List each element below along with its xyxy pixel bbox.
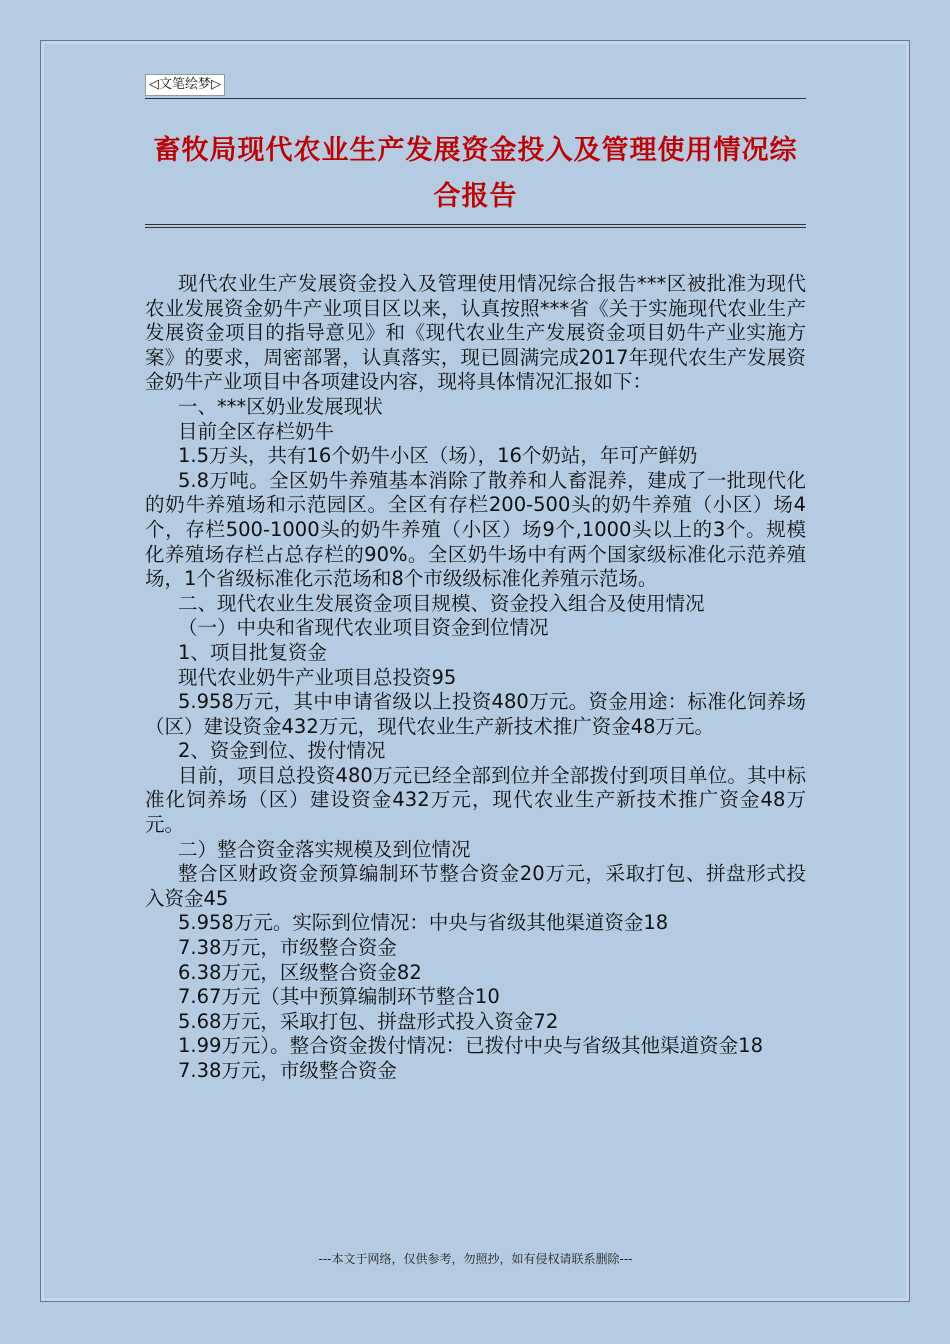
body-paragraph: 5.8万吨。全区奶牛养殖基本消除了散养和人畜混养，建成了一批现代化的奶牛养殖场和示范园区。全区有存栏200-500头的奶牛养殖（小区）场4个，存栏500-1000头的奶牛养殖（小区）场9个,1000头以上的3个。规模化养殖场存栏占总存栏的90%。全区奶牛场中有两个国家级标准化示范养殖场，1个省级标准化示范场和8个市级级标准化养殖示范场。 [145,468,806,591]
body-paragraph: 现代农业奶牛产业项目总投资95 [178,665,457,689]
header-tag: ◁文笔绘梦▷ [145,74,225,96]
body-paragraph: 二）整合资金落实规模及到位情况 [178,837,471,861]
body-paragraph: 1.5万头，共有16个奶牛小区（场），16个奶站，年可产鲜奶 [178,444,698,468]
body-paragraph: 7.38万元，市级整合资金 [178,1059,397,1082]
body-paragraph: 目前全区存栏奶牛 [178,419,335,443]
body-paragraph: 5.958万元，其中申请省级以上投资480万元。资金用途：标准化饲养场（区）建设资金432万元，现代农业生产新技术推广资金48万元。 [145,690,806,738]
document-title: 畜牧局现代农业生产发展资金投入及管理使用情况综合报告 [153,135,798,212]
body-paragraph: 6.38万元，区级整合资金82 [178,960,422,984]
body-paragraph: 一、***区奶业发展现状 [178,394,383,418]
document-body [145,272,806,1084]
title-divider [145,227,806,228]
body-paragraph: 5.958万元。实际到位情况：中央与省级其他渠道资金18 [178,911,669,935]
header-rule [145,98,806,99]
body-paragraph: 现代农业生产发展资金投入及管理使用情况综合报告***区被批准为现代农业发展资金奶牛产业项目区以来，认真按照***省《关于实施现代农业生产发展资金项目的指导意见》和《现代农业生产发展资金项目奶牛产业实施方案》的要求，周密部署，认真落实，现已圆满完成2017年现代农生产发展资金奶牛产业项目中各项建设内容，现将具体情况汇报如下： [145,272,806,394]
body-paragraph: 目前，项目总投资480万元已经全部到位并全部拨付到项目单位。其中标准化饲养场（区）建设资金432万元，现代农业生产新技术推广资金48万元。 [145,763,806,837]
body-paragraph: 5.68万元，采取打包、拼盘形式投入资金72 [178,1009,559,1033]
body-paragraph: 1.99万元）。整合资金拨付情况：已拨付中央与省级其他渠道资金18 [178,1034,763,1058]
body-paragraph: 1、项目批复资金 [178,640,327,664]
body-paragraph: 7.38万元，市级整合资金 [178,936,397,960]
footer-note: ---本文于网络，仅供参考，勿照抄，如有侵权请联系删除--- [318,1252,633,1266]
title-divider [145,224,806,225]
body-paragraph: 整合区财政资金预算编制环节整合资金20万元，采取打包、拼盘形式投入资金45 [145,862,806,910]
body-paragraph: 二、现代农业生发展资金项目规模、资金投入组合及使用情况 [178,591,705,615]
body-paragraph: 2、资金到位、拨付情况 [178,739,386,763]
body-paragraph: （一）中央和省现代农业项目资金到位情况 [178,616,549,640]
body-paragraph: 7.67万元（其中预算编制环节整合10 [178,985,500,1009]
